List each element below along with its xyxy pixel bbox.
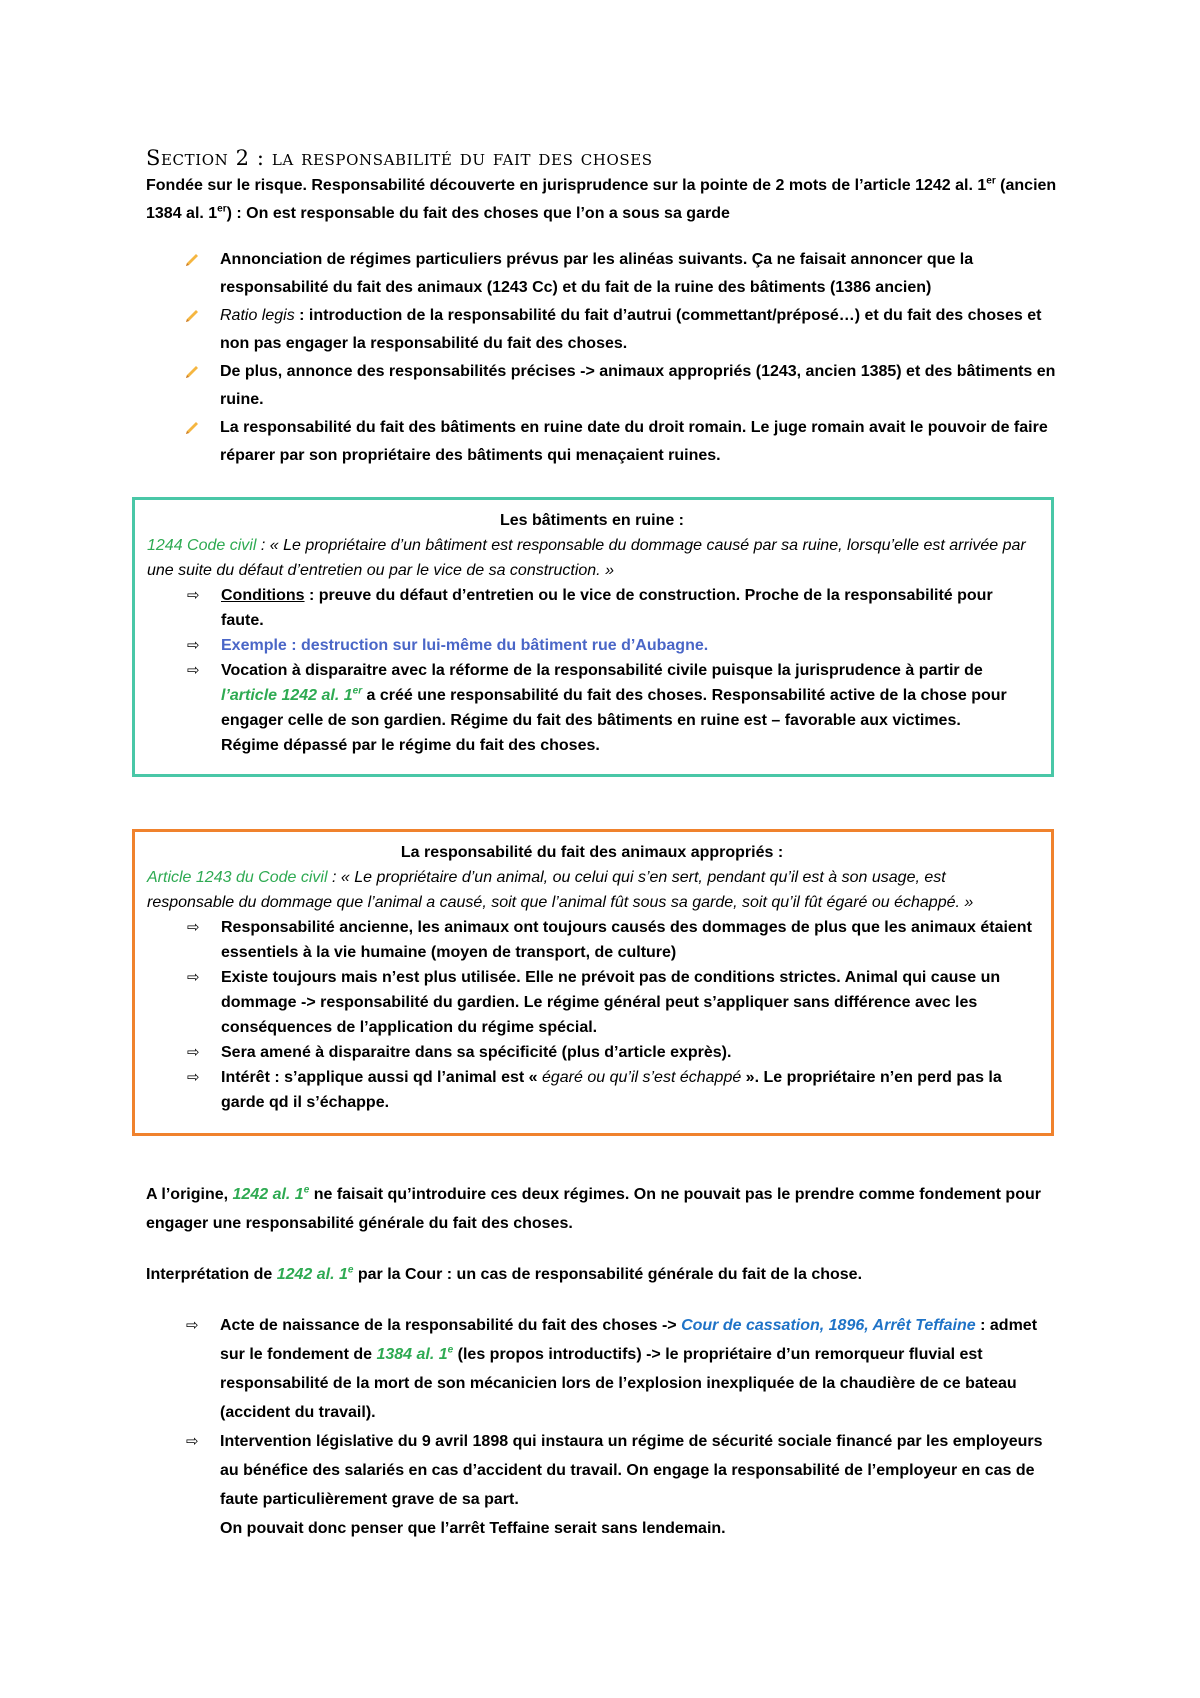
- arrow-right-outline-icon: ⇨: [187, 637, 200, 654]
- arrow-right-outline-icon: ⇨: [187, 1044, 200, 1061]
- list-item: La responsabilité du fait des bâtiments en ruine date du droit romain. Le juge romain avait le pouvoir de faire réparer par son propriétaire des bâtiments qui menaçaient ruines.: [146, 414, 1058, 470]
- list-item: ⇨ Acte de naissance de la responsabilité du fait des choses -> Cour de cassation, 1896, Arrêt Teffaine : admet sur le fondement de 1384 al. 1e (les propos introductifs) -> le propriétaire d’un remorqueur fluvial est responsabilité de la mort de son mécanicien lors de l’explosion inexpliquée de la chaudière de ce bateau (accident du travail).: [146, 1311, 1058, 1427]
- section-title: Section 2 : la responsabilité du fait des choses: [146, 146, 653, 170]
- box-batiments-ruine: [132, 497, 1054, 777]
- list-item: ⇨ Intérêt : s’applique aussi qd l’animal est « égaré ou qu’il s’est échappé ». Le propriétaire n’en perd pas la garde qd il s’échappe.: [147, 1065, 1037, 1115]
- arrow-right-outline-icon: ⇨: [187, 1069, 200, 1086]
- arrow-right-outline-icon: ⇨: [186, 1433, 199, 1450]
- box-title: Les bâtiments en ruine :: [499, 512, 685, 529]
- list-item: ⇨ Sera amené à disparaitre dans sa spécificité (plus d’article exprès).: [147, 1040, 1037, 1065]
- pencil-icon: [184, 364, 200, 380]
- box-animaux: [132, 829, 1054, 1136]
- pencil-icon: [184, 308, 200, 324]
- arrow-list: [146, 1311, 1058, 1543]
- pencil-bullet-list: [146, 246, 1058, 470]
- list-item: Ratio legis : introduction de la responsabilité du fait d’autrui (commettant/préposé…) et du fait des choses et non pas engager la responsabilité du fait des choses.: [146, 302, 1058, 358]
- list-item: De plus, annonce des responsabilités précises -> animaux appropriés (1243, ancien 1385) et des bâtiments en ruine.: [146, 358, 1058, 414]
- paragraph: Interprétation de 1242 al. 1e par la Cour : un cas de responsabilité générale du fait de la chose.: [146, 1264, 863, 1283]
- box-quote: Article 1243 du Code civil : « Le propriétaire d’un animal, ou celui qui s’en sert, pendant qu’il est à son usage, est responsable du dommage que l’animal a causé, soit que l’animal fût sous sa garde, soit qu’il fût égaré ou échappé. »: [147, 869, 974, 911]
- arrow-right-outline-icon: ⇨: [187, 969, 200, 986]
- section-intro: Fondée sur le risque. Responsabilité découverte en jurisprudence sur la pointe de 2 mots de l’article 1242 al. 1er (ancien 1384 al. 1er) : On est responsable du fait des choses que l’on a sous sa garde: [146, 175, 1057, 222]
- list-item: ⇨ Existe toujours mais n’est plus utilisée. Elle ne prévoit pas de conditions strictes. Animal qui cause un dommage -> responsabilité du gardien. Le régime général peut s’appliquer sans différence avec les conséquences de l’application du régime spécial.: [147, 965, 1037, 1040]
- arrow-right-outline-icon: ⇨: [186, 1317, 199, 1334]
- arrow-right-outline-icon: ⇨: [187, 919, 200, 936]
- arrow-list: [147, 915, 1037, 1115]
- pencil-icon: [184, 252, 200, 268]
- arrow-right-outline-icon: ⇨: [187, 587, 200, 604]
- list-item: ⇨ Conditions : preuve du défaut d’entretien ou le vice de construction. Proche de la responsabilité pour faute.: [147, 583, 1037, 633]
- box-title: La responsabilité du fait des animaux appropriés :: [400, 844, 784, 861]
- list-item: ⇨ Exemple : destruction sur lui-même du bâtiment rue d’Aubagne.: [147, 633, 1037, 658]
- section-content: [146, 146, 1058, 470]
- paragraph: A l’origine, 1242 al. 1e ne faisait qu’introduire ces deux régimes. On ne pouvait pas le prendre comme fondement pour engager une responsabilité générale du fait des choses.: [146, 1184, 1041, 1232]
- list-item: ⇨ Vocation à disparaitre avec la réforme de la responsabilité civile puisque la jurisprudence à partir de l’article 1242 al. 1er a créé une responsabilité du fait des choses. Responsabilité active de la chose pour engager celle de son gardien. Régime du fait des bâtiments en ruine est – favorable aux victimes. Régime dépassé par le régime du fait des choses.: [147, 658, 1037, 758]
- box-quote: 1244 Code civil : « Le propriétaire d’un bâtiment est responsable du dommage causé par sa ruine, lorsqu’elle est arrivée par une suite du défaut d’entretien ou par le vice de sa construction. »: [147, 537, 1026, 579]
- arrow-list: [147, 583, 1037, 758]
- arrow-right-outline-icon: ⇨: [187, 662, 200, 679]
- list-item: ⇨ Intervention législative du 9 avril 1898 qui instaura un régime de sécurité sociale financé par les employeurs au bénéfice des salariés en cas d’accident du travail. On engage la responsabilité de l’employeur en cas de faute particulièrement grave de sa part. On pouvait donc penser que l’arrêt Teffaine serait sans lendemain.: [146, 1427, 1058, 1543]
- pencil-icon: [184, 420, 200, 436]
- after-section: [146, 1180, 1058, 1543]
- list-item: ⇨ Responsabilité ancienne, les animaux ont toujours causés des dommages de plus que les animaux étaient essentiels à la vie humaine (moyen de transport, de culture): [147, 915, 1037, 965]
- list-item: Annonciation de régimes particuliers prévus par les alinéas suivants. Ça ne faisait annoncer que la responsabilité du fait des animaux (1243 Cc) et du fait de la ruine des bâtiments (1386 ancien): [146, 246, 1058, 302]
